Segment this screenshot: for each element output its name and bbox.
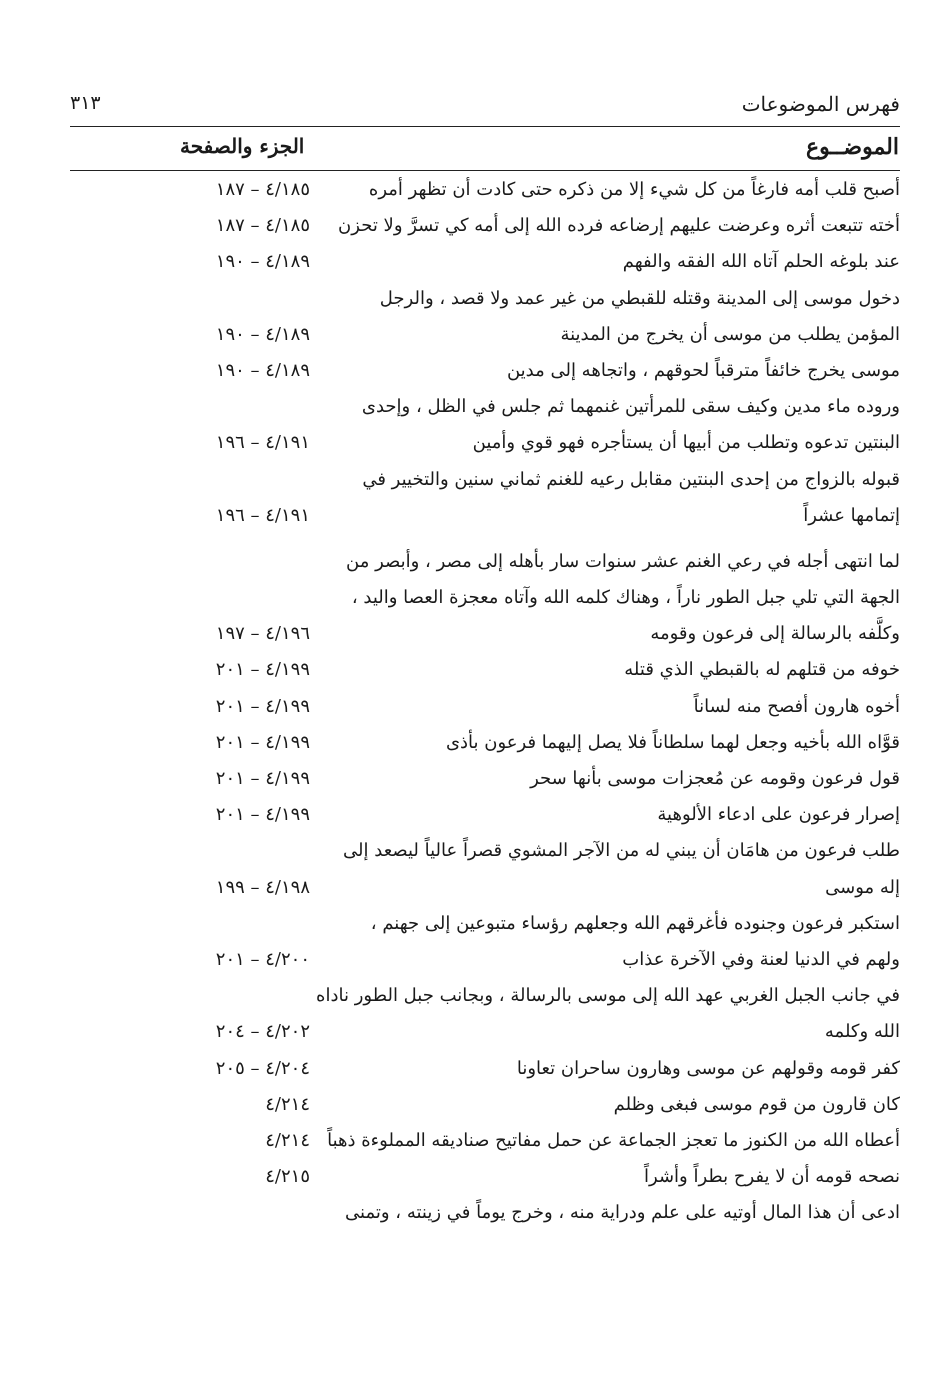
volume-page-ref: ٤/٢٠٠ – ٢٠١ (215, 948, 310, 970)
topic-text: خوفه من قتلهم له بالقبطي الذي قتله (624, 659, 900, 681)
index-row (70, 616, 900, 652)
index-row (70, 652, 900, 688)
index-row (70, 462, 900, 498)
volume-page-ref: ٤/١٩٨ – ١٩٩ (215, 876, 310, 898)
topic-text: دخول موسى إلى المدينة وقتله للقبطي من غير عمد ولا قصد ، والرجل (379, 287, 900, 309)
page-number: ٣١٣ (70, 92, 101, 114)
column-header-volume-page: الجزء والصفحة (180, 134, 305, 158)
topic-text: ادعى أن هذا المال أوتيه على علم ودراية منه ، وخرج يوماً في زينته ، وتمنى (345, 1202, 900, 1224)
running-head (70, 92, 900, 122)
volume-page-ref: ٤/٢٠٤ – ٢٠٥ (215, 1057, 310, 1079)
index-row (70, 317, 900, 353)
index-row (70, 833, 900, 869)
topic-text: أعطاه الله من الكنوز ما تعجز الجماعة عن حمل مفاتيح صناديقه المملوءة ذهباً (327, 1129, 900, 1151)
index-row (70, 761, 900, 797)
volume-page-ref: ٤/١٩٦ – ١٩٧ (215, 623, 310, 645)
volume-page-ref: ٤/١٩٩ – ٢٠١ (215, 659, 310, 681)
topic-text: استكبر فرعون وجنوده فأغرقهم الله وجعلهم رؤساء متبوعين إلى جهنم ، (370, 912, 900, 934)
column-header-topic: الموضــوع (806, 134, 899, 160)
index-row (70, 978, 900, 1014)
header-rule (70, 126, 900, 127)
index-row (70, 942, 900, 978)
index-entries (70, 172, 900, 1231)
topic-text: إصرار فرعون على ادعاء الألوهية (657, 804, 900, 826)
topic-text: المؤمن يطلب من موسى أن يخرج من المدينة (560, 323, 900, 345)
index-row (70, 1051, 900, 1087)
column-header-rule (70, 170, 900, 171)
index-row (70, 1123, 900, 1159)
index-row (70, 580, 900, 616)
index-row (70, 172, 900, 208)
index-row (70, 389, 900, 425)
volume-page-ref: ٤/١٩٩ – ٢٠١ (215, 768, 310, 789)
index-row (70, 1087, 900, 1123)
index-row (70, 498, 900, 534)
topic-text: الله وكلمه (824, 1021, 900, 1043)
index-row (70, 1195, 900, 1231)
running-title: فهرس الموضوعات (741, 92, 900, 116)
topic-text: وروده ماء مدين وكيف سقى للمرأتين غنمهما ثم جلس في الظل ، وإحدى (361, 396, 900, 418)
topic-text: موسى يخرج خائفاً مترقباً لحوقهم ، واتجاهه إلى مدين (506, 359, 900, 381)
topic-text: إتمامها عشراً (803, 504, 900, 526)
topic-text: أصبح قلب أمه فارغاً من كل شيء إلا من ذكره حتى كادت أن تظهر أمره (368, 179, 900, 200)
topic-text: أخته تتبعت أثره وعرضت عليهم إرضاعه فرده الله إلى أمه كي تسرَّ ولا تحزن (338, 215, 900, 237)
volume-page-ref: ٤/١٨٩ – ١٩٠ (215, 323, 310, 345)
topic-text: كان قارون من قوم موسى فبغى وظلم (613, 1093, 900, 1115)
volume-page-ref: ٤/١٩٩ – ٢٠١ (215, 695, 310, 717)
volume-page-ref: ٤/١٩٩ – ٢٠١ (215, 804, 310, 826)
topic-text: إله موسى (825, 876, 900, 898)
volume-page-ref: ٤/٢١٥ (265, 1166, 310, 1188)
index-row (70, 906, 900, 942)
volume-page-ref: ٤/١٨٥ – ١٨٧ (215, 215, 310, 237)
volume-page-ref: ٤/١٩١ – ١٩٦ (215, 504, 310, 526)
index-row (70, 1014, 900, 1050)
topic-text: في جانب الجبل الغربي عهد الله إلى موسى بالرسالة ، وبجانب جبل الطور ناداه (316, 985, 900, 1007)
volume-page-ref: ٤/٢١٤ (265, 1093, 310, 1115)
index-row (70, 353, 900, 389)
topic-text: كفر قومه وقولهم عن موسى وهارون ساحران تعاونا (516, 1057, 900, 1079)
index-row (70, 425, 900, 461)
topic-text: عند بلوغه الحلم آتاه الله الفقه والفهم (622, 251, 900, 273)
index-row (70, 244, 900, 280)
volume-page-ref: ٤/١٩٩ – ٢٠١ (215, 731, 310, 753)
volume-page-ref: ٤/١٨٩ – ١٩٠ (215, 359, 310, 381)
index-row (70, 689, 900, 725)
index-row (70, 725, 900, 761)
volume-page-ref: ٤/١٩١ – ١٩٦ (215, 432, 310, 454)
index-row (70, 208, 900, 244)
topic-text: قول فرعون وقومه عن مُعجزات موسى بأنها سحر (530, 768, 900, 789)
index-row (70, 1159, 900, 1195)
topic-text: أخوه هارون أفصح منه لساناً (693, 695, 900, 717)
volume-page-ref: ٤/١٨٩ – ١٩٠ (215, 251, 310, 273)
topic-text: طلب فرعون من هامَان أن يبني له من الآجر المشوي قصراً عالياً ليصعد إلى (343, 840, 900, 862)
topic-text: وكلَّفه بالرسالة إلى فرعون وقومه (650, 623, 900, 645)
volume-page-ref: ٤/١٨٥ – ١٨٧ (215, 179, 310, 200)
volume-page-ref: ٤/٢١٤ (265, 1129, 310, 1151)
topic-text: نصحه قومه أن لا يفرح بطراً وأشراً (644, 1166, 900, 1188)
topic-text: قوَّاه الله بأخيه وجعل لهما سلطاناً فلا يصل إليهما فرعون بأذى (445, 731, 900, 753)
topic-text: الجهة التي تلي جبل الطور ناراً ، وهناك كلمه الله وآتاه معجزة العصا واليد ، (351, 587, 900, 609)
index-row (70, 544, 900, 580)
topic-text: البنتين تدعوه وتطلب من أبيها أن يستأجره فهو قوي وأمين (472, 432, 900, 454)
topic-text: قبوله بالزواج من إحدى البنتين مقابل رعيه للغنم ثماني سنين والتخيير في (362, 468, 900, 490)
topic-text: ولهم في الدنيا لعنة وفي الآخرة عذاب (622, 948, 900, 970)
index-row (70, 870, 900, 906)
index-row (70, 281, 900, 317)
volume-page-ref: ٤/٢٠٢ – ٢٠٤ (215, 1021, 310, 1043)
index-row (70, 797, 900, 833)
topic-text: لما انتهى أجله في رعي الغنم عشر سنوات سار بأهله إلى مصر ، وأبصر من (346, 550, 900, 572)
